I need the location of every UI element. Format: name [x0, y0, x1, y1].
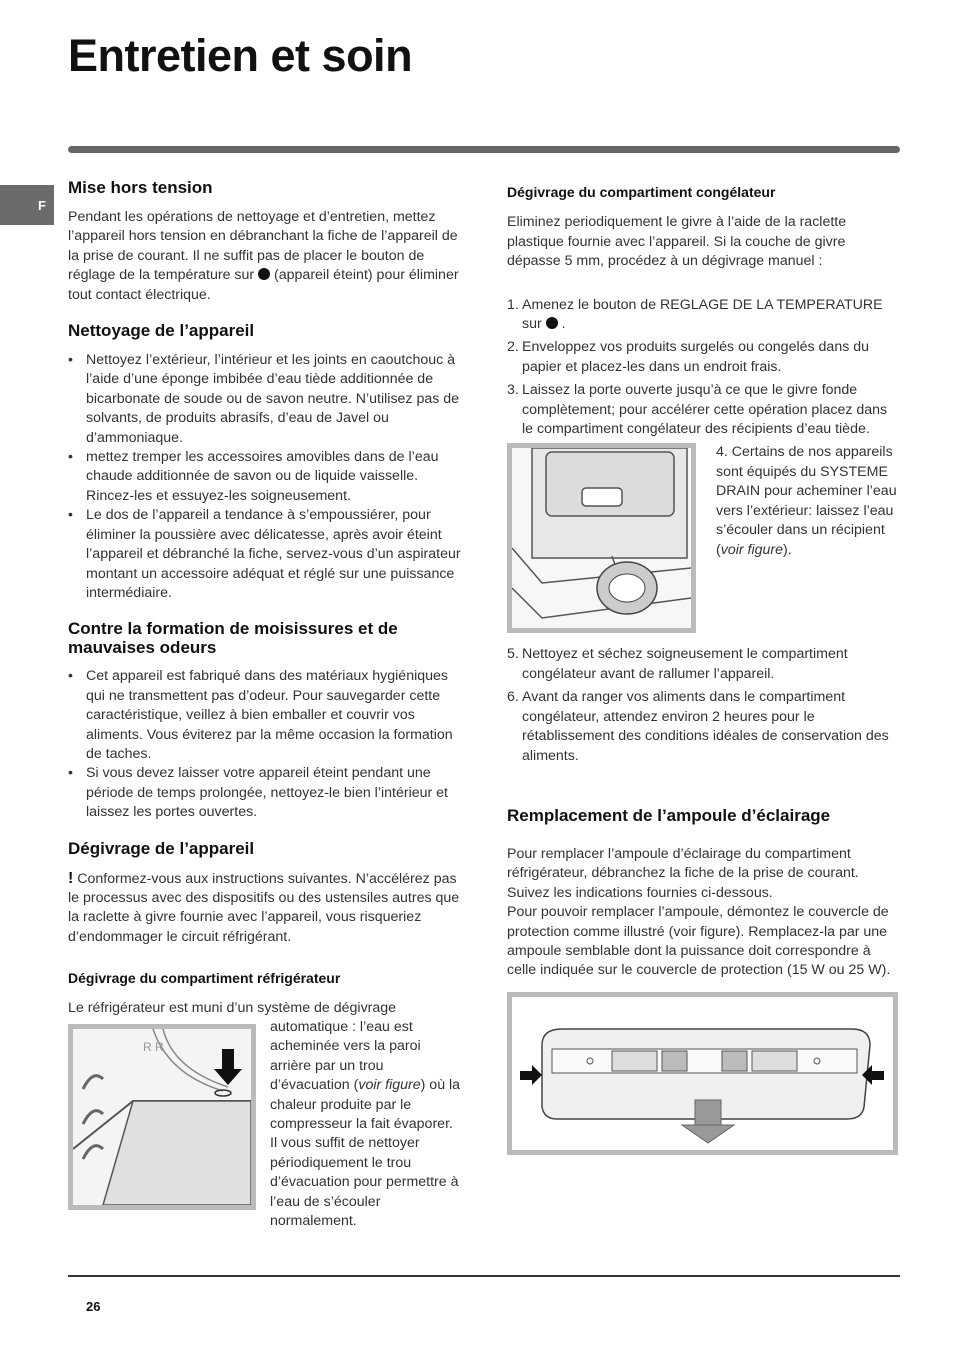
heading-degivrage-congelateur: Dégivrage du compartiment congélateur — [507, 184, 776, 200]
list-item: • Nettoyez l’extérieur, l’intérieur et les joints en caoutchouc à l’aide d’une éponge imbibée d’eau tiède additionnée de bicarbonate de soude ou de savon neutre. N’utilisez pas de solvants, de produits abrasifs, d’eau de Javel ou d’ammoniaque. — [68, 351, 462, 448]
step-number: 5. — [507, 646, 519, 663]
refrigerateur-voir-figure: voir figure — [358, 1077, 421, 1094]
refrigerateur-intro: Le réfrigérateur est muni d’un système de dégivrage — [68, 999, 397, 1016]
figure-lamp-cover — [507, 992, 898, 1155]
heading-degivrage: Dégivrage de l’appareil — [68, 838, 255, 858]
language-tab: F — [0, 185, 54, 225]
step-text: Enveloppez vos produits surgelés ou congelés dans du papier et placez-les dans un endroit frais. — [522, 339, 870, 375]
section-moisissures — [68, 619, 462, 822]
refrigerateur-side-text-b: ) où la chaleur produite par le compresseur la fait évaporer. Il vous suffit de nettoyer périodiquement le trou d’évacuation pour permettre à l’eau de s’écouler normalement. — [270, 1077, 461, 1230]
left-column — [68, 178, 462, 1231]
step-4-text-a: 4. Certains de nos appareils sont équipés du SYSTEME DRAIN pour acheminer l’eau vers l’extérieur: laissez l’eau s’écouler dans un récipient ( — [716, 444, 897, 558]
list-item — [507, 381, 900, 439]
moisissures-list — [68, 667, 462, 822]
refrigerator-drain-illustration — [73, 1029, 251, 1205]
figure-refrigerator-drain — [68, 1024, 256, 1210]
congelateur-steps — [507, 296, 900, 440]
step-4-text-b: ). — [783, 541, 792, 558]
list-item: • Cet appareil est fabriqué dans des matériaux hygiéniques qui ne transmettent pas d’odeur. Pour sauvegarder cette caractéristique, veillez à bien emballer et couvrir vos aliments. Vous éviterez par la même occasion la formation de taches. — [68, 667, 462, 764]
congelateur-steps-after — [507, 645, 900, 765]
mise-hors-tension-text — [68, 208, 462, 305]
svg-text:R R: R R — [143, 1040, 164, 1054]
bottom-rule — [68, 1275, 900, 1277]
congelateur-intro: Eliminez periodiquement le givre à l’aide de la raclette plastique fournie avec l’appareil. Si la couche de givre dépasse 5 mm, procédez à un dégivrage manuel : — [507, 214, 847, 270]
top-rule — [68, 146, 900, 153]
list-item — [507, 338, 900, 377]
step-number: 2. — [507, 339, 519, 356]
heading-mise-hors-tension: Mise hors tension — [68, 178, 213, 197]
off-dot-icon — [258, 268, 270, 280]
section-degivrage-refrigerateur — [68, 969, 462, 1231]
figure-freezer-drain — [507, 443, 696, 633]
section-mise-hors-tension — [68, 178, 462, 305]
heading-nettoyage: Nettoyage de l’appareil — [68, 321, 255, 341]
section-degivrage-congelateur — [507, 178, 900, 766]
off-dot-icon — [546, 317, 558, 329]
page-number: 26 — [86, 1299, 101, 1314]
refrigerateur-side-text — [270, 1018, 462, 1231]
nettoyage-list — [68, 351, 462, 603]
list-item — [507, 645, 900, 684]
list-item: • Si vous devez laisser votre appareil éteint pendant une période de temps prolongée, nettoyez-le bien l’intérieur et laissez les portes ouvertes. — [68, 764, 462, 822]
degivrage-warning — [68, 869, 462, 948]
degivrage-warning-text: Conformez-vous aux instructions suivantes. N’accélérez pas le processus avec des dispositifs ou des ustensiles autres que la raclette à givre fournie avec l’appareil, vous risqueriez d’endommager le circuit réfrigérant. — [68, 870, 460, 945]
right-column — [507, 178, 900, 1155]
heading-degivrage-refrigerateur: Dégivrage du compartiment réfrigérateur — [68, 970, 341, 987]
heading-moisissures: Contre la formation de moisissures et de mauvaises odeurs — [68, 619, 398, 658]
step-number: 1. — [507, 296, 519, 313]
heading-ampoule: Remplacement de l’ampoule d’éclairage — [507, 805, 831, 825]
refrigerateur-side-text-a: automatique : l’eau est acheminée vers la paroi arrière par un trou d’évacuation ( — [270, 1019, 421, 1094]
section-degivrage — [68, 839, 462, 948]
warning-icon: ! — [68, 869, 74, 887]
step-text: Laissez la porte ouverte jusqu’à ce que le givre fonde complètement; pour accélérer cette opération placez dans le compartiment congélateur des récipients d’eau tiède. — [522, 382, 888, 438]
list-item: • mettez tremper les accessoires amovibles dans de l’eau chaude additionnée de savon ou de liquide vaisselle. Rincez-les et essuyez-les soigneusement. — [68, 448, 462, 506]
step-4-text — [716, 443, 900, 633]
page-title: Entretien et soin — [68, 30, 413, 81]
ampoule-text: Pour remplacer l’ampoule d’éclairage du compartiment réfrigérateur, débranchez la fiche de la prise de courant. Suivez les indications fournies ci-dessous. Pour pouvoir remplacer l’ampoule, démontez le couvercle de protection comme illustré (voir figure). Remplacez-la par une ampoule semblable dont la puissance doit correspondre à celle indiquée sur le couvercle de protection (15 W ou 25 W). — [507, 845, 891, 979]
step-number: 6. — [507, 689, 519, 706]
section-nettoyage — [68, 321, 462, 603]
freezer-drain-illustration — [512, 448, 691, 628]
list-item — [507, 688, 900, 766]
lamp-cover-illustration — [512, 997, 893, 1150]
section-ampoule — [507, 806, 900, 1155]
list-item: 1. Amenez le bouton de REGLAGE DE LA TEMPERATURE sur . — [507, 296, 883, 333]
step-4-voir-figure: voir figure — [720, 541, 784, 558]
list-item: • Le dos de l’appareil a tendance à s’empoussiérer, pour éliminer la poussière avec délicatesse, après avoir éteint l’appareil et débranché la fiche, servez-vous d’un aspirateur montant un accessoire adéquat et réglé sur une puissance intermédiaire. — [68, 506, 462, 603]
step-text: Amenez le bouton de REGLAGE DE LA TEMPERATURE sur — [522, 296, 883, 333]
step-text: Avant da ranger vos aliments dans le compartiment congélateur, attendez environ 2 heures pour le rétablissement des conditions idéales de conservation des aliments. — [522, 689, 889, 764]
step-text: Nettoyez et séchez soigneusement le compartiment congélateur avant de rallumer l’appareil. — [522, 646, 848, 682]
mise-hors-tension-text-a: Pendant les opérations de nettoyage et d’entretien, mettez l’appareil hors tension en débranchant la fiche de l’appareil de la prise de courant. Il ne suffit pas de placer le bouton de réglage de la température sur — [68, 209, 458, 284]
step-number: 3. — [507, 382, 519, 399]
mise-hors-tension-text-b: (appareil éteint) pour éliminer tout contact électrique. — [68, 267, 459, 303]
